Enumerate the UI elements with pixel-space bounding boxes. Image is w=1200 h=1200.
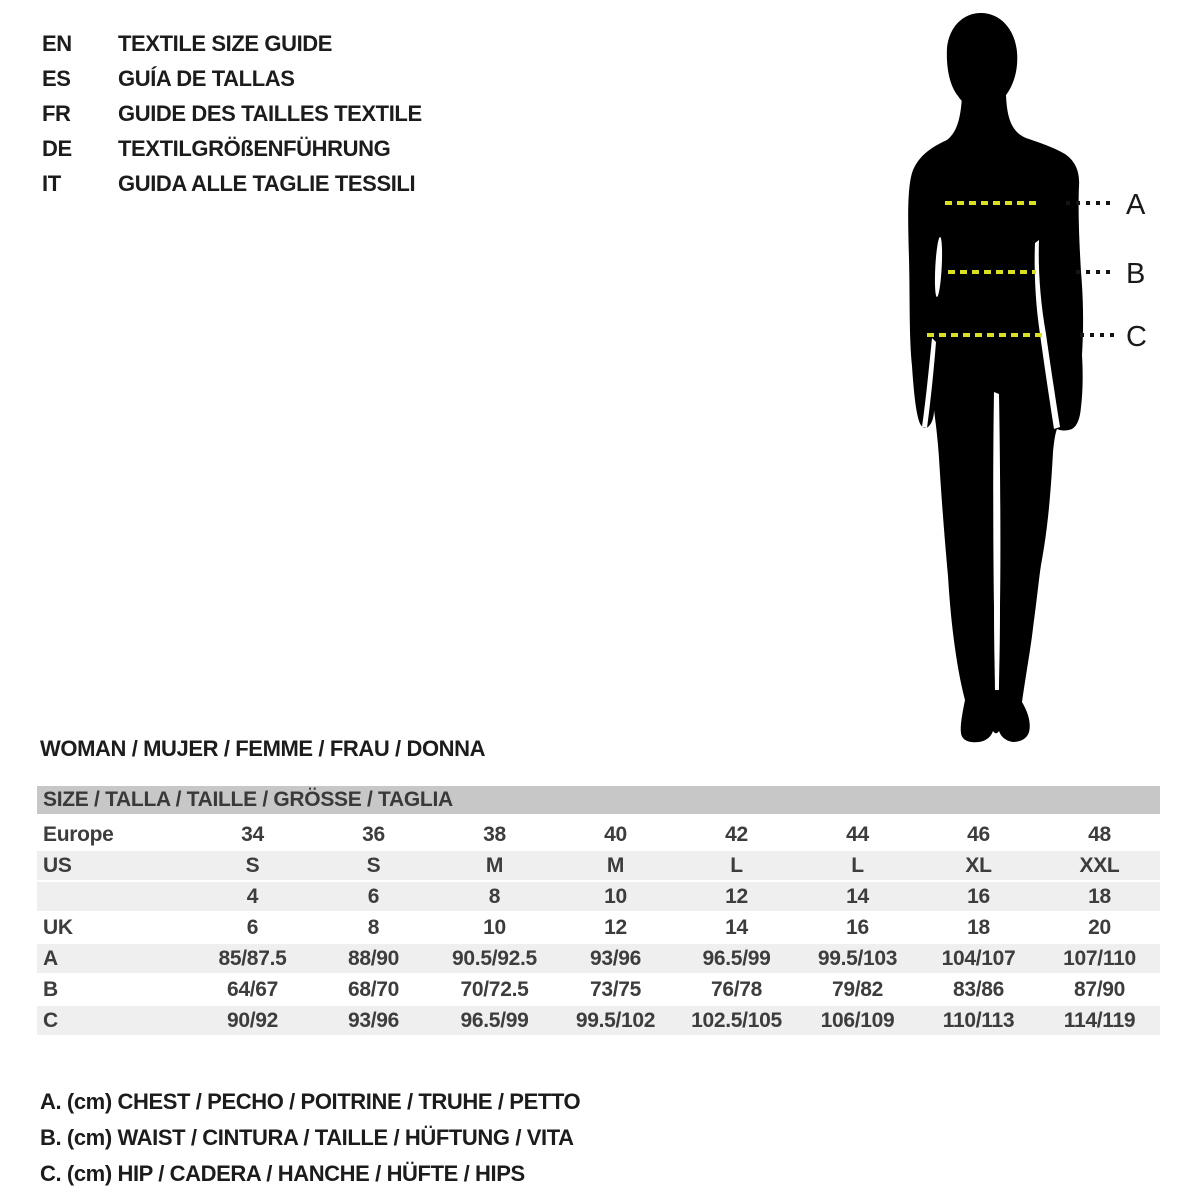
table-cell: 20	[1088, 915, 1111, 939]
table-cell: M	[606, 853, 625, 877]
table-cell: 14	[846, 884, 869, 908]
table-cell: XXL	[1079, 853, 1120, 877]
label-b: B	[1126, 258, 1146, 290]
table-cell: 8	[367, 915, 380, 939]
table-cell: 90/92	[226, 1008, 279, 1032]
table-cell: 76/78	[710, 977, 763, 1001]
table-cell: XL	[965, 853, 992, 877]
language-row	[42, 131, 422, 166]
table-row	[37, 820, 1160, 851]
row-label: A	[43, 946, 58, 970]
table-cell: 68/70	[347, 977, 400, 1001]
leg-gap	[993, 392, 1000, 690]
language-code: EN	[42, 30, 72, 56]
table-row	[37, 1006, 1160, 1037]
table-cell: 88/90	[347, 946, 400, 970]
row-label: C	[43, 1008, 58, 1032]
row-label: US	[43, 853, 72, 877]
table-cell: 12	[604, 915, 627, 939]
table-cell: 6	[246, 915, 259, 939]
table-cell: 93/96	[347, 1008, 400, 1032]
table-cell: 38	[483, 822, 506, 846]
table-cell: 10	[483, 915, 506, 939]
language-title: TEXTILE SIZE GUIDE	[118, 30, 333, 56]
table-cell: 83/86	[952, 977, 1005, 1001]
table-cell: 46	[967, 822, 990, 846]
table-cell: 16	[967, 884, 990, 908]
table-cell: 114/119	[1063, 1008, 1136, 1032]
size-table-header-bar	[37, 786, 1160, 814]
table-cell: 34	[241, 822, 264, 846]
table-cell: 99.5/103	[817, 946, 898, 970]
language-code: DE	[42, 135, 72, 161]
table-cell: 102.5/105	[691, 1008, 782, 1032]
row-label: Europe	[43, 822, 114, 846]
table-cell: 107/110	[1063, 946, 1136, 970]
table-cell: 6	[367, 884, 380, 908]
table-cell: 36	[362, 822, 385, 846]
woman-silhouette	[908, 13, 1083, 742]
table-row	[37, 913, 1160, 944]
language-title: GUIDE DES TAILLES TEXTILE	[118, 100, 422, 126]
table-cell: 18	[1088, 884, 1111, 908]
size-table-body	[37, 820, 1160, 1037]
table-row	[37, 944, 1160, 975]
table-cell: 104/107	[941, 946, 1016, 970]
table-cell: 14	[725, 915, 748, 939]
table-cell: 42	[725, 822, 748, 846]
table-cell: 70/72.5	[460, 977, 529, 1001]
table-cell: 90.5/92.5	[452, 946, 537, 970]
table-row	[37, 851, 1160, 882]
language-code: FR	[42, 100, 71, 126]
table-cell: 79/82	[831, 977, 884, 1001]
size-guide-figure	[850, 0, 1200, 760]
language-title: GUIDA ALLE TAGLIE TESSILI	[118, 170, 416, 196]
table-cell: 40	[604, 822, 627, 846]
table-cell: 96.5/99	[702, 946, 771, 970]
table-cell: 99.5/102	[575, 1008, 656, 1032]
language-code: IT	[42, 170, 61, 196]
language-title: TEXTILGRÖßENFÜHRUNG	[118, 135, 391, 161]
table-cell: 8	[488, 884, 501, 908]
table-cell: 4	[246, 884, 259, 908]
gender-heading: WOMAN / MUJER / FEMME / FRAU / DONNA	[40, 736, 486, 761]
table-cell: M	[485, 853, 504, 877]
language-row	[42, 96, 422, 131]
table-row	[37, 975, 1160, 1006]
note-line: B. (cm) WAIST / CINTURA / TAILLE / HÜFTUNG / VITA	[40, 1125, 574, 1150]
table-cell: 106/109	[820, 1008, 895, 1032]
label-c: C	[1126, 321, 1147, 353]
language-row	[42, 61, 422, 96]
note-line: A. (cm) CHEST / PECHO / POITRINE / TRUHE / PETTO	[40, 1089, 581, 1114]
language-row	[42, 166, 422, 201]
table-cell: S	[245, 853, 260, 877]
measurement-notes	[40, 1084, 580, 1192]
table-cell: 12	[725, 884, 748, 908]
size-table-header-label: SIZE / TALLA / TAILLE / GRÖSSE / TAGLIA	[43, 788, 453, 811]
table-cell: 64/67	[226, 977, 279, 1001]
row-label: B	[43, 977, 58, 1001]
silhouette-head	[947, 13, 1017, 109]
table-cell: 110/113	[942, 1008, 1015, 1032]
table-cell: 44	[846, 822, 869, 846]
table-cell: 18	[967, 915, 990, 939]
table-cell: 87/90	[1073, 977, 1126, 1001]
table-cell: L	[851, 853, 864, 877]
table-cell: S	[366, 853, 381, 877]
language-row	[42, 26, 422, 61]
table-cell: 10	[604, 884, 627, 908]
table-row	[37, 882, 1160, 913]
table-cell: 96.5/99	[460, 1008, 529, 1032]
row-label: UK	[43, 915, 73, 939]
table-cell: 85/87.5	[218, 946, 287, 970]
table-cell: 93/96	[589, 946, 642, 970]
language-code: ES	[42, 65, 71, 91]
table-cell: L	[730, 853, 743, 877]
table-cell: 48	[1088, 822, 1111, 846]
language-title: GUÍA DE TALLAS	[118, 65, 295, 91]
label-a: A	[1126, 189, 1146, 221]
language-title-block	[42, 26, 422, 201]
size-table	[37, 786, 1160, 1037]
table-cell: 73/75	[589, 977, 642, 1001]
note-line: C. (cm) HIP / CADERA / HANCHE / HÜFTE / HIPS	[40, 1161, 525, 1186]
table-cell: 16	[846, 915, 869, 939]
